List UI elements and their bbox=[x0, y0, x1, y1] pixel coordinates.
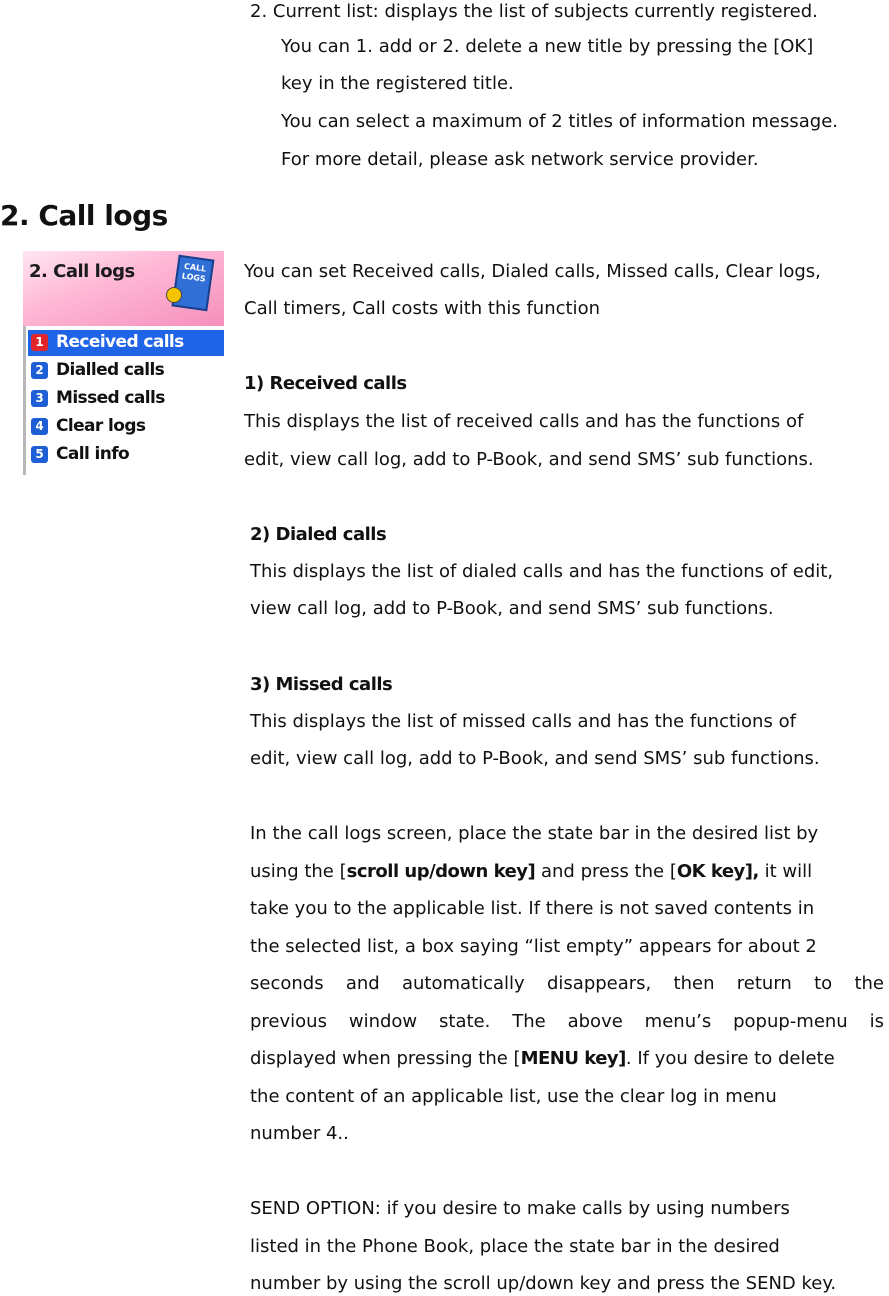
current-list-line: You can 1. add or 2. delete a new title by pressing the [OK] bbox=[281, 36, 814, 57]
phone-header bbox=[23, 251, 224, 326]
missed-calls-heading: 3) Missed calls bbox=[250, 674, 393, 695]
usage-text: seconds and automatically disappears, then return to the bbox=[250, 973, 884, 994]
received-calls-text: edit, view call log, add to P-Book, and send SMS’ sub functions. bbox=[244, 449, 814, 470]
menu-item-label: Dialled calls bbox=[56, 360, 165, 380]
menu-item-call-info[interactable] bbox=[28, 442, 224, 468]
send-option-text: number by using the scroll up/down key and press the SEND key. bbox=[250, 1273, 837, 1294]
menu-item-dialled-calls[interactable] bbox=[28, 358, 224, 384]
number-1-icon: 1 bbox=[31, 334, 48, 351]
missed-calls-text: edit, view call log, add to P-Book, and send SMS’ sub functions. bbox=[250, 748, 820, 769]
usage-text: take you to the applicable list. If there is not saved contents in bbox=[250, 898, 815, 919]
call-logs-book-icon: CALL LOGS bbox=[172, 255, 215, 312]
dialed-calls-heading: 2) Dialed calls bbox=[250, 524, 387, 545]
current-list-line: 2. Current list: displays the list of subjects currently registered. bbox=[250, 1, 818, 22]
send-option-text: SEND OPTION: if you desire to make calls by using numbers bbox=[250, 1198, 790, 1219]
menu-item-label: Received calls bbox=[56, 332, 184, 352]
send-option-text: listed in the Phone Book, place the state bar in the desired bbox=[250, 1236, 780, 1257]
usage-text: displayed when pressing the [MENU key]. If you desire to delete bbox=[250, 1048, 835, 1069]
menu-item-label: Call info bbox=[56, 444, 130, 464]
phone-screen bbox=[23, 251, 224, 475]
dialed-calls-text: view call log, add to P-Book, and send SMS’ sub functions. bbox=[250, 598, 774, 619]
menu-item-label: Clear logs bbox=[56, 416, 146, 436]
current-list-line: key in the registered title. bbox=[281, 73, 514, 94]
section-heading: 2. Call logs bbox=[0, 199, 168, 232]
menu-item-received-calls[interactable] bbox=[28, 330, 224, 356]
intro-line: You can set Received calls, Dialed calls, Missed calls, Clear logs, bbox=[244, 261, 821, 282]
number-2-icon: 2 bbox=[31, 362, 48, 379]
phone-title: 2. Call logs bbox=[29, 261, 135, 282]
number-5-icon: 5 bbox=[31, 446, 48, 463]
usage-text: using the [scroll up/down key] and press the [OK key], it will bbox=[250, 861, 813, 882]
usage-text: In the call logs screen, place the state bar in the desired list by bbox=[250, 823, 819, 844]
usage-text: the content of an applicable list, use the clear log in menu bbox=[250, 1086, 777, 1107]
current-list-line: You can select a maximum of 2 titles of information message. bbox=[281, 111, 839, 132]
dialed-calls-text: This displays the list of dialed calls and has the functions of edit, bbox=[250, 561, 834, 582]
number-3-icon: 3 bbox=[31, 390, 48, 407]
phone-menu-list bbox=[23, 326, 224, 475]
menu-item-label: Missed calls bbox=[56, 388, 165, 408]
current-list-line: For more detail, please ask network service provider. bbox=[281, 149, 759, 170]
menu-item-clear-logs[interactable] bbox=[28, 414, 224, 440]
menu-item-missed-calls[interactable] bbox=[28, 386, 224, 412]
usage-text: previous window state. The above menu’s popup-menu is bbox=[250, 1011, 884, 1032]
number-4-icon: 4 bbox=[31, 418, 48, 435]
received-calls-text: This displays the list of received calls and has the functions of bbox=[244, 411, 804, 432]
sticker-icon bbox=[166, 287, 182, 303]
intro-line: Call timers, Call costs with this function bbox=[244, 298, 600, 319]
usage-text: number 4.. bbox=[250, 1123, 349, 1144]
usage-text: the selected list, a box saying “list empty” appears for about 2 bbox=[250, 936, 817, 957]
missed-calls-text: This displays the list of missed calls and has the functions of bbox=[250, 711, 796, 732]
received-calls-heading: 1) Received calls bbox=[244, 373, 407, 394]
